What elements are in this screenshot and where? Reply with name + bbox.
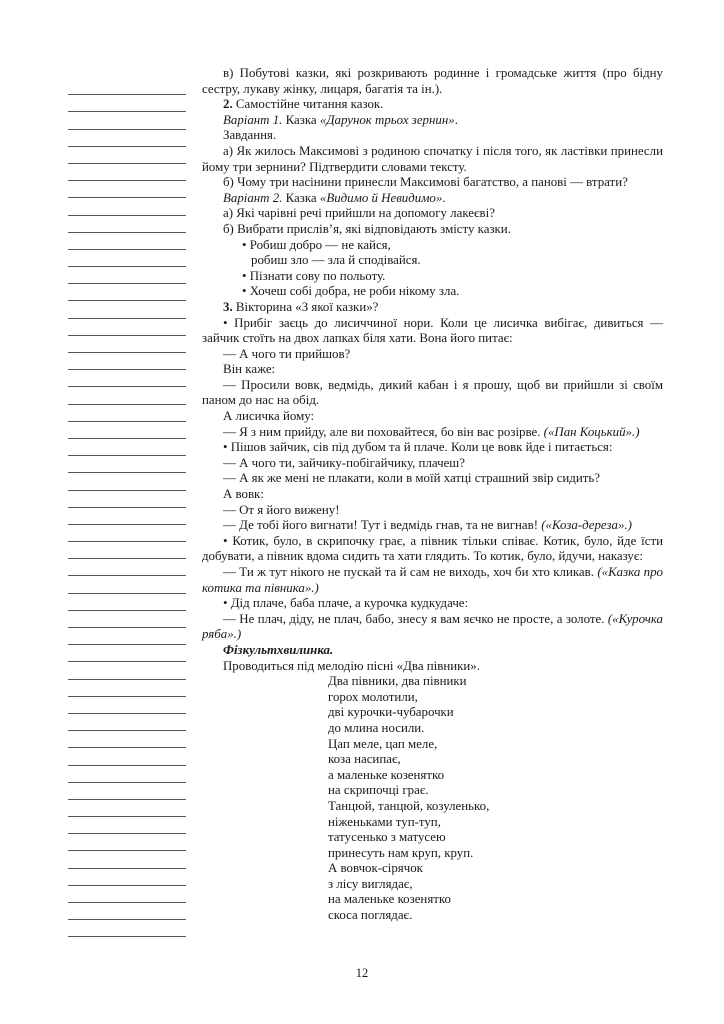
text-run: до млина носили. bbox=[328, 720, 425, 735]
text-run: Самостійне читання казок. bbox=[232, 97, 384, 112]
paragraph bbox=[202, 66, 663, 97]
poem-line bbox=[202, 752, 663, 768]
text-run: — А чого ти прийшов? bbox=[223, 346, 351, 361]
note-line bbox=[68, 800, 186, 817]
text-run: а маленьке козенятко bbox=[328, 767, 445, 782]
poem-line bbox=[202, 815, 663, 831]
emphasis-text: «Видимо й Невидимо» bbox=[319, 190, 443, 205]
note-line bbox=[68, 766, 186, 783]
note-line bbox=[68, 336, 186, 353]
note-line bbox=[68, 903, 186, 920]
page-number: 12 bbox=[355, 966, 369, 980]
text-run: А вовк: bbox=[223, 487, 264, 502]
poem-line bbox=[202, 690, 663, 706]
paragraph bbox=[202, 612, 663, 643]
note-line bbox=[68, 456, 186, 473]
text-run: з лісу виглядає, bbox=[328, 876, 413, 891]
note-line bbox=[68, 783, 186, 800]
paragraph bbox=[202, 144, 663, 175]
text-run: б) Чому три насінини принесли Максимові багатство, а панові — втрати? bbox=[223, 175, 628, 190]
text-run: . bbox=[442, 190, 446, 205]
note-line bbox=[68, 834, 186, 851]
emphasis-text: («Пан Коцький».) bbox=[543, 424, 640, 439]
paragraph bbox=[202, 409, 663, 425]
paragraph bbox=[202, 347, 663, 363]
paragraph bbox=[202, 191, 663, 207]
poem-line bbox=[202, 892, 663, 908]
text-run: • Дід плаче, баба плаче, а курочка кудкудаче: bbox=[223, 596, 469, 611]
text-run: — Я з ним прийду, але ви поховайтеся, бо він вас розірве. bbox=[223, 424, 544, 439]
text-run: б) Вибрати прислів’я, які відповідають змісту казки. bbox=[223, 221, 511, 236]
text-run: горох молотили, bbox=[328, 689, 418, 704]
note-line bbox=[68, 714, 186, 731]
emphasis-text: Варіант 2. bbox=[223, 190, 283, 205]
emphasis-text: («Курочка ряба».) bbox=[202, 611, 663, 642]
poem-line bbox=[202, 721, 663, 737]
text-run: Завдання. bbox=[223, 128, 277, 143]
note-line bbox=[68, 611, 186, 628]
note-line bbox=[68, 130, 186, 147]
text-run: ніженьками туп-туп, bbox=[328, 814, 441, 829]
note-line bbox=[68, 216, 186, 233]
emphasis-text: («Казка про котика та півника».) bbox=[202, 565, 663, 595]
paragraph bbox=[202, 222, 663, 238]
note-line bbox=[68, 439, 186, 456]
text-run: а) Які чарівні речі прийшли на допомогу лакеєві? bbox=[223, 206, 495, 221]
paragraph bbox=[202, 487, 663, 503]
proverb-line bbox=[202, 253, 663, 269]
note-line bbox=[68, 164, 186, 181]
text-run: скоса поглядає. bbox=[328, 908, 413, 923]
text-run: • Пішов зайчик, сів під дубом та й плаче. Коли це вовк йде і питається: bbox=[223, 440, 613, 455]
note-line bbox=[68, 645, 186, 662]
text-run: а) Як жилось Максимові з родиною спочатку і після того, як ластівки принесли йому три зернини? Підтвердити словами тексту. bbox=[202, 143, 663, 174]
paragraph bbox=[202, 456, 663, 472]
note-line bbox=[68, 594, 186, 611]
text-run: • Хочеш собі добра, не роби нікому зла. bbox=[242, 284, 460, 299]
text-run: Казка bbox=[282, 190, 320, 205]
text-run: . bbox=[454, 112, 458, 127]
text-run: на скрипочці грає. bbox=[328, 783, 429, 798]
text-run: — Де тобі його вигнати! Тут і ведмідь гнав, та не вигнав! bbox=[223, 518, 542, 533]
paragraph bbox=[202, 534, 663, 565]
proverb-line bbox=[202, 284, 663, 300]
text-run: татусенько з матусею bbox=[328, 830, 446, 845]
paragraph bbox=[202, 503, 663, 519]
text-run: Проводиться під мелодію пісні «Два півники». bbox=[223, 658, 480, 673]
text-run: на маленьке козенятко bbox=[328, 892, 451, 907]
note-line bbox=[68, 112, 186, 129]
page-text bbox=[202, 66, 663, 924]
paragraph bbox=[202, 643, 663, 659]
note-line bbox=[68, 198, 186, 215]
note-line bbox=[68, 284, 186, 301]
note-lines-column bbox=[68, 78, 186, 937]
emphasis-text: 2. bbox=[223, 97, 233, 112]
paragraph bbox=[202, 425, 663, 441]
paragraph bbox=[202, 97, 663, 113]
text-run: робиш зло — зла й сподівайся. bbox=[251, 253, 421, 268]
note-line bbox=[68, 869, 186, 886]
note-line bbox=[68, 301, 186, 318]
note-line bbox=[68, 525, 186, 542]
text-run: — Просили вовк, ведмідь, дикий кабан і я прошу, щоб ви прийшли зі своїм паном до нас на обід. bbox=[202, 377, 663, 408]
note-line bbox=[68, 508, 186, 525]
note-line bbox=[68, 731, 186, 748]
proverb-line bbox=[202, 269, 663, 285]
text-run: • Прибіг заєць до лисиччиної нори. Коли це лисичка вибігає, дивиться — зайчик стоїть на двох лапках біля хати. Вона його питає: bbox=[202, 315, 663, 346]
note-line bbox=[68, 817, 186, 834]
emphasis-text: «Дарунок трьох зернин» bbox=[319, 112, 455, 127]
note-line bbox=[68, 662, 186, 679]
note-line bbox=[68, 473, 186, 490]
note-line bbox=[68, 576, 186, 593]
text-run: дві курочки-чубарочки bbox=[328, 705, 454, 720]
text-run: • Пізнати сову по польоту. bbox=[242, 268, 386, 283]
paragraph bbox=[202, 440, 663, 456]
paragraph bbox=[202, 362, 663, 378]
note-line bbox=[68, 181, 186, 198]
text-run: Вікторина «З якої казки»? bbox=[232, 299, 379, 314]
note-line bbox=[68, 559, 186, 576]
paragraph bbox=[202, 300, 663, 316]
text-run: • Котик, було, в скрипочку грає, а півник тільки співає. Котик, було, йде їсти добувати, а півник вдома сидить та хати глядить. То котик, було, йдучи, наказує: bbox=[202, 533, 663, 564]
note-line bbox=[68, 319, 186, 336]
poem-line bbox=[202, 783, 663, 799]
note-line bbox=[68, 422, 186, 439]
poem-line bbox=[202, 799, 663, 815]
text-run: — Не плач, діду, не плач, бабо, знесу я вам яєчко не просте, а золоте. bbox=[223, 611, 608, 626]
note-line bbox=[68, 250, 186, 267]
note-line bbox=[68, 78, 186, 95]
poem-line bbox=[202, 705, 663, 721]
emphasis-text: Фізкультхвилинка. bbox=[223, 642, 334, 657]
poem-line bbox=[202, 674, 663, 690]
note-line bbox=[68, 680, 186, 697]
note-line bbox=[68, 920, 186, 937]
note-line bbox=[68, 542, 186, 559]
text-run: Танцюй, танцюй, козуленько, bbox=[328, 798, 490, 813]
paragraph bbox=[202, 316, 663, 347]
note-line bbox=[68, 405, 186, 422]
note-line bbox=[68, 95, 186, 112]
paragraph bbox=[202, 471, 663, 487]
note-line bbox=[68, 748, 186, 765]
poem-line bbox=[202, 861, 663, 877]
text-run: в) Побутові казки, які розкривають родинне і громадське життя (про бідну сестру, лукаву жінку, лицаря, багатія та ін.). bbox=[202, 66, 663, 96]
text-run: Цап меле, цап меле, bbox=[328, 736, 438, 751]
paragraph bbox=[202, 565, 663, 596]
paragraph bbox=[202, 128, 663, 144]
note-line bbox=[68, 147, 186, 164]
paragraph bbox=[202, 378, 663, 409]
note-line bbox=[68, 387, 186, 404]
proverb-line bbox=[202, 238, 663, 254]
note-line bbox=[68, 851, 186, 868]
text-run: Казка bbox=[282, 112, 320, 127]
emphasis-text: Варіант 1. bbox=[223, 112, 283, 127]
text-run: — А як же мені не плакати, коли в моїй хатці страшний звір сидить? bbox=[223, 471, 600, 486]
text-run: — Ти ж тут нікого не пускай та й сам не виходь, хоч би хто кликав. bbox=[223, 565, 598, 579]
note-line bbox=[68, 697, 186, 714]
paragraph bbox=[202, 659, 663, 675]
text-run: коза насипає, bbox=[328, 752, 401, 767]
note-line bbox=[68, 267, 186, 284]
paragraph bbox=[202, 596, 663, 612]
text-run: Він каже: bbox=[223, 362, 276, 377]
text-run: • Робиш добро — не кайся, bbox=[242, 237, 391, 252]
note-line bbox=[68, 370, 186, 387]
poem-line bbox=[202, 737, 663, 753]
text-run: — От я його вижену! bbox=[223, 502, 340, 517]
paragraph bbox=[202, 206, 663, 222]
text-run: А лисичка йому: bbox=[223, 409, 315, 424]
paragraph bbox=[202, 175, 663, 191]
poem-line bbox=[202, 768, 663, 784]
poem-line bbox=[202, 877, 663, 893]
text-run: Два півники, два півники bbox=[328, 674, 467, 689]
note-line bbox=[68, 491, 186, 508]
note-line bbox=[68, 886, 186, 903]
text-run: принесуть нам круп, круп. bbox=[328, 845, 474, 860]
text-run: А вовчок-сірячок bbox=[328, 861, 423, 876]
paragraph bbox=[202, 518, 663, 534]
note-line bbox=[68, 353, 186, 370]
emphasis-text: 3. bbox=[223, 299, 233, 314]
paragraph bbox=[202, 113, 663, 129]
text-run: — А чого ти, зайчику-побігайчику, плачеш? bbox=[223, 455, 465, 470]
emphasis-text: («Коза-дереза».) bbox=[541, 518, 632, 533]
poem-line bbox=[202, 908, 663, 924]
note-line bbox=[68, 233, 186, 250]
note-line bbox=[68, 628, 186, 645]
poem-line bbox=[202, 830, 663, 846]
poem-line bbox=[202, 846, 663, 862]
